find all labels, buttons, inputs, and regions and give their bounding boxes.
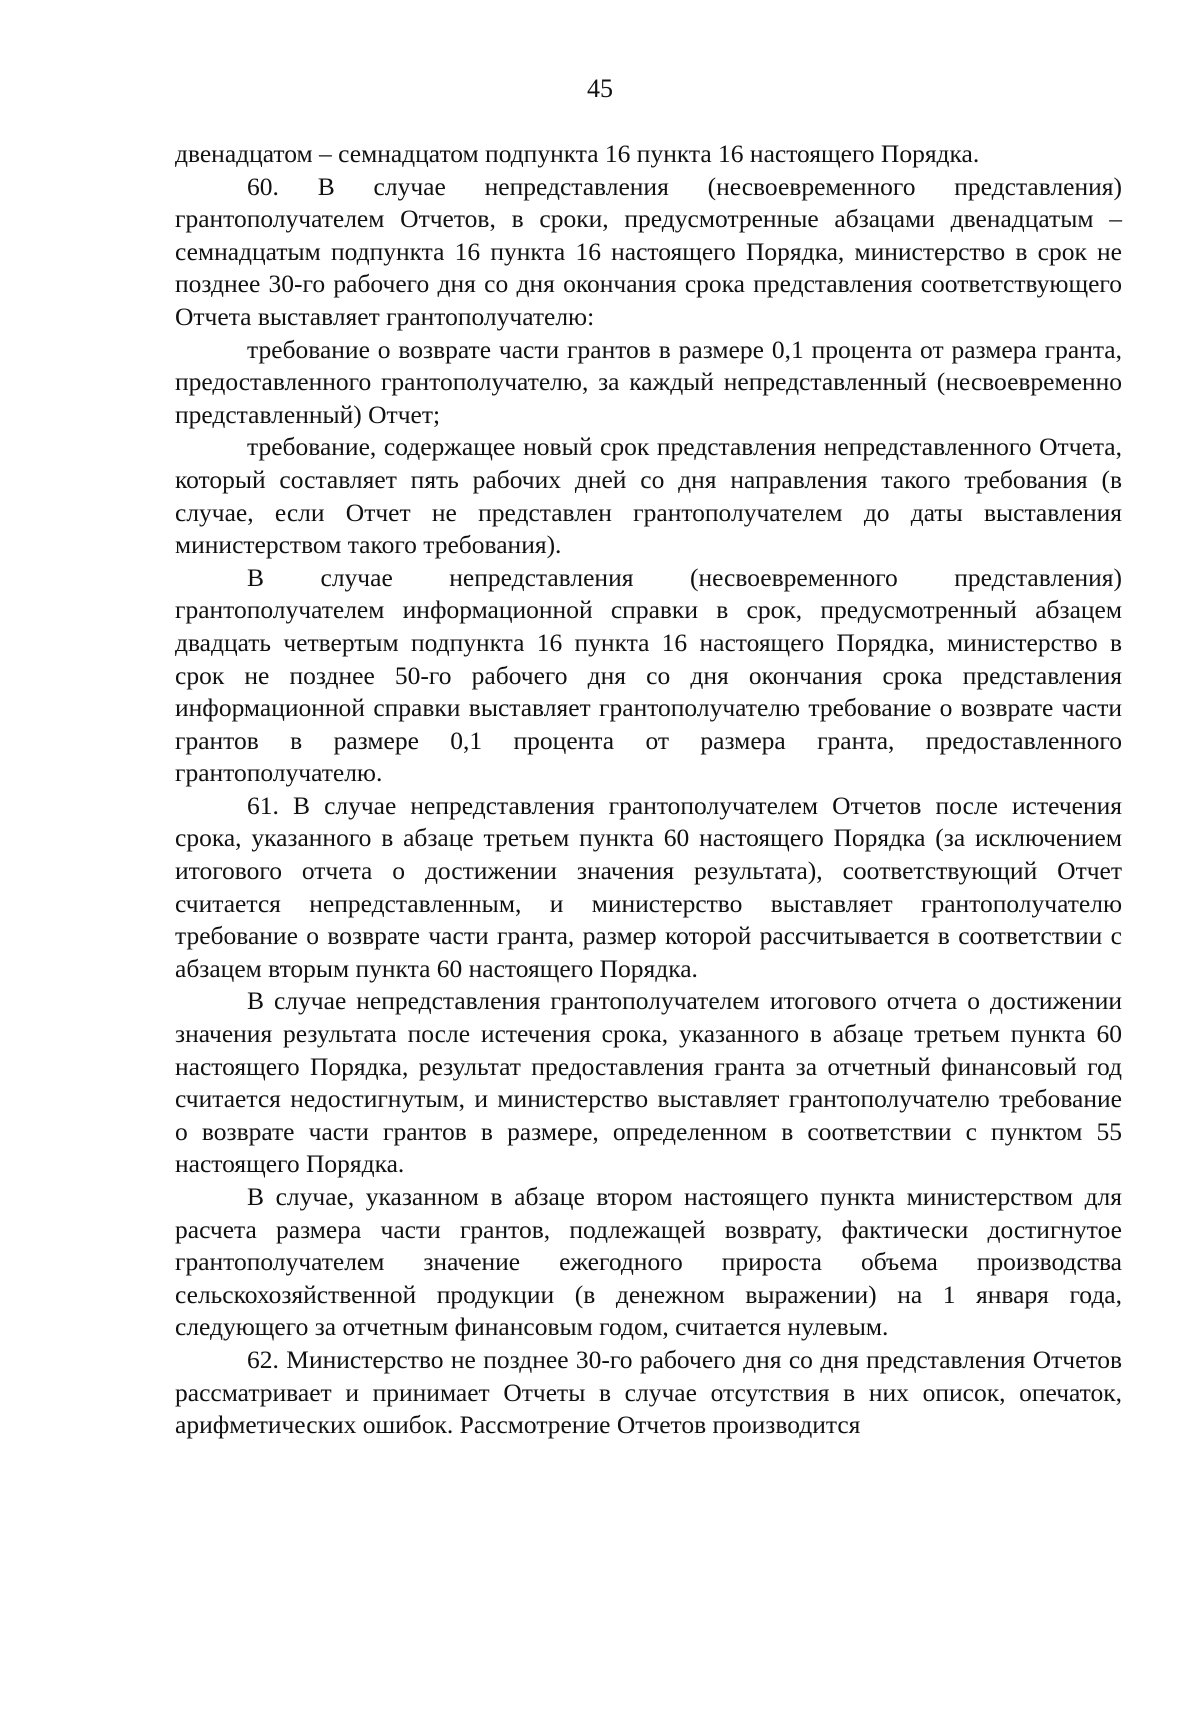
paragraph: В случае непредставления (несвоевременного представления) грантополучателем информационной справки в срок, предусмотренный абзацем двадцать четвертым подпункта 16 пункта 16 настоящего Порядка, министерство в срок не позднее 50-го рабочего дня со дня окончания срока представления информационной справки выставляет грантополучателю требование о возврате части грантов в размере 0,1 процента от размера гранта, предоставленного грантополучателю. [175,562,1122,788]
paragraph: В случае, указанном в абзаце втором настоящего пункта министерством для расчета размера части грантов, подлежащей возврату, фактически достигнутое грантополучателем значение ежегодного прироста объема производства сельскохозяйственной продукции (в денежном выражении) на 1 января года, следующего за отчетным финансовым годом, считается нулевым. [175,1182,1122,1342]
document-body [175,138,1122,1442]
paragraph: 60. В случае непредставления (несвоевременного представления) грантополучателем Отчетов, в сроки, предусмотренные абзацами двенадцатым – семнадцатым подпункта 16 пункта 16 настоящего Порядка, министерство в срок не позднее 30-го рабочего дня со дня окончания срока представления соответствующего Отчета выставляет грантополучателю: [175,171,1122,331]
paragraph: требование, содержащее новый срок представления непредставленного Отчета, который составляет пять рабочих дней со дня направления такого требования (в случае, если Отчет не представлен грантополучателем до даты выставления министерством такого требования). [175,432,1122,560]
paragraph: 61. В случае непредставления грантополучателем Отчетов после истечения срока, указанного в абзаце третьем пункта 60 настоящего Порядка (за исключением итогового отчета о достижении значения результата), соответствующий Отчет считается непредставленным, и министерство выставляет грантополучателю требование о возврате части гранта, размер которой рассчитывается в соответствии с абзацем вторым пункта 60 настоящего Порядка. [175,790,1122,983]
paragraph: требование о возврате части грантов в размере 0,1 процента от размера гранта, предоставленного грантополучателю, за каждый непредставленный (несвоевременно представленный) Отчет; [175,334,1122,429]
paragraph: В случае непредставления грантополучателем итогового отчета о достижении значения результата после истечения срока, указанного в абзаце третьем пункта 60 настоящего Порядка, результат предоставления гранта за отчетный финансовый год считается недостигнутым, и министерство выставляет грантополучателю требование о возврате части грантов в размере, определенном в соответствии с пунктом 55 настоящего Порядка. [175,986,1122,1179]
paragraph: 62. Министерство не позднее 30-го рабочего дня со дня представления Отчетов рассматривает и принимает Отчеты в случае отсутствия в них описок, опечаток, арифметических ошибок. Рассмотрение Отчетов производится [175,1344,1122,1440]
page-number: 45 [587,74,613,103]
paragraph: двенадцатом – семнадцатом подпункта 16 пункта 16 настоящего Порядка. [175,139,980,168]
